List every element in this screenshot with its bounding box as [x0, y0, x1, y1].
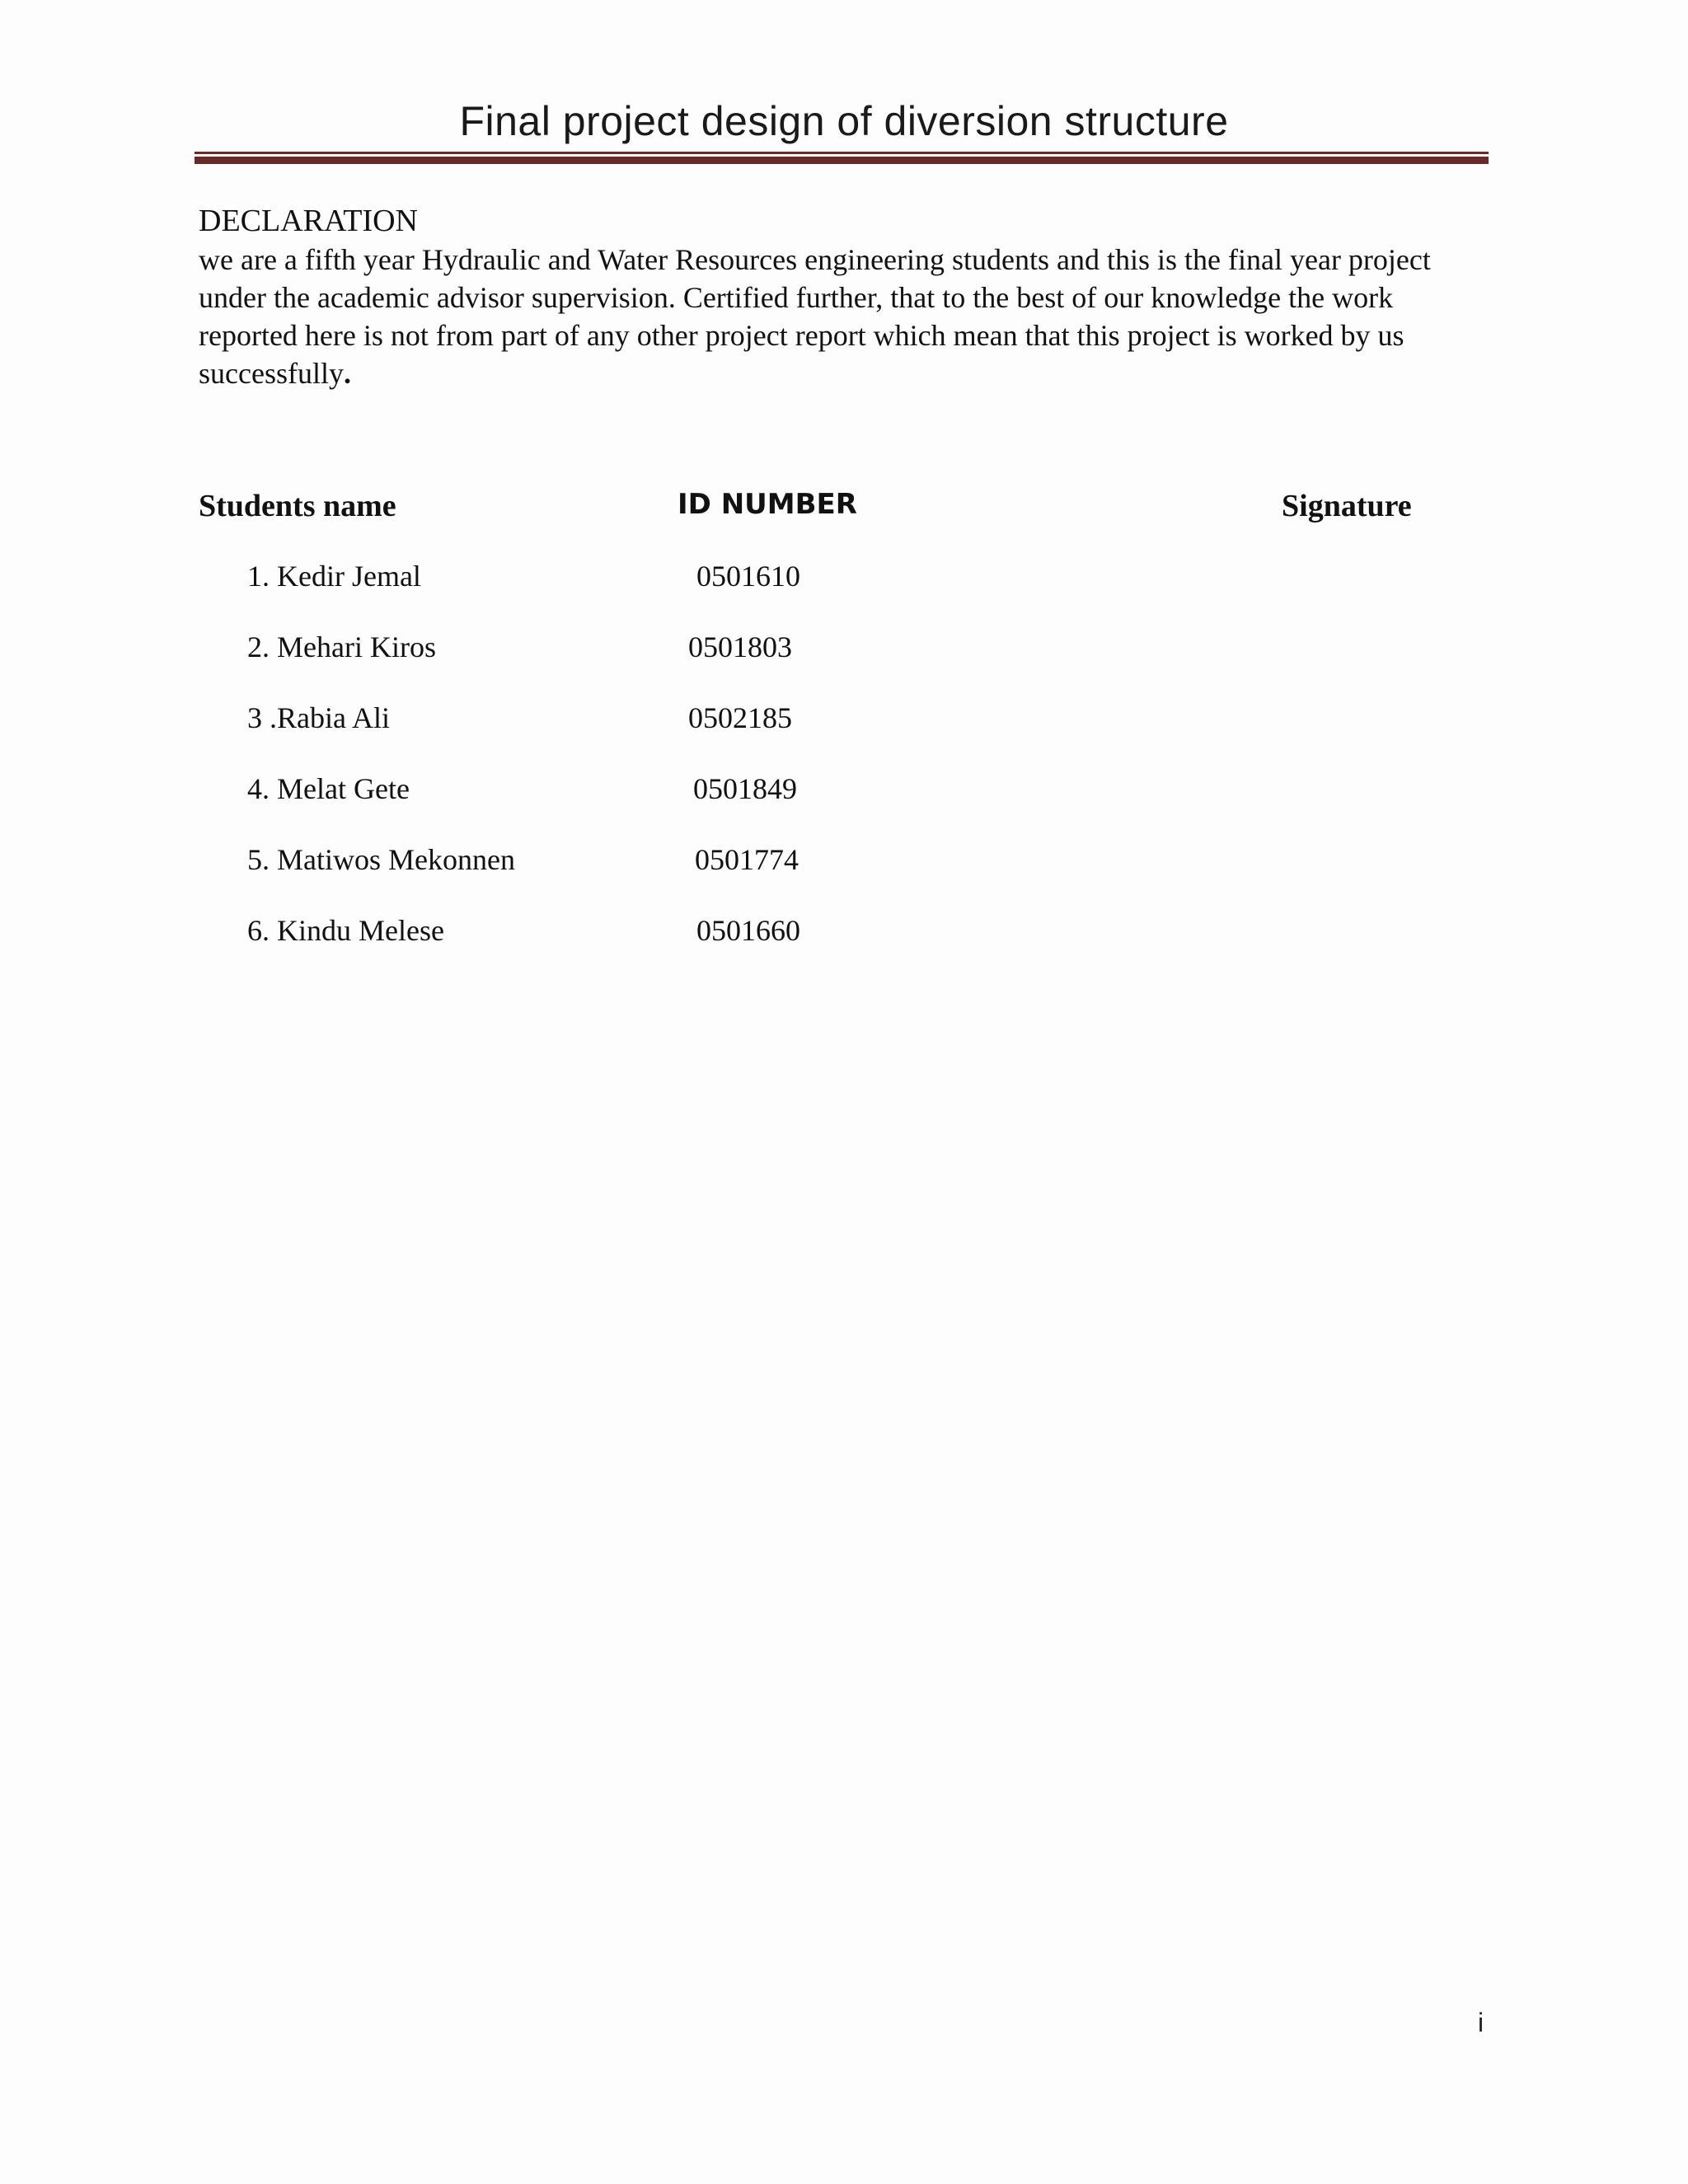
- student-id: 0501610: [696, 560, 800, 593]
- student-name: 1. Kedir Jemal: [247, 560, 421, 593]
- running-header-title: Final project design of diversion structure: [459, 98, 1229, 144]
- student-row: [0, 771, 1688, 821]
- student-id: 0501803: [688, 630, 792, 663]
- student-row: [0, 842, 1688, 892]
- column-header-signature: Signature: [1282, 489, 1412, 523]
- student-name: 4. Melat Gete: [247, 772, 410, 805]
- student-row: [0, 701, 1688, 750]
- declaration-period: .: [343, 357, 351, 390]
- header-rule-thin: [195, 152, 1489, 154]
- student-name: 6. Kindu Melese: [247, 914, 444, 947]
- column-header-students-name: Students name: [199, 489, 396, 523]
- student-row: [0, 559, 1688, 608]
- page-number: i: [1478, 2008, 1484, 2037]
- header-rule-thick: [195, 157, 1489, 164]
- student-id: 0502185: [688, 701, 792, 734]
- declaration-text: we are a fifth year Hydraulic and Water Resources engineering students and this is the final year project under the academic advisor supervision. Certified further, that to the best of our knowledge the work reported here is not from part of any other project report which mean that this project is worked by us successfully: [199, 243, 1431, 390]
- student-id: 0501660: [696, 914, 800, 947]
- student-row: [0, 913, 1688, 963]
- student-id: 0501849: [693, 772, 797, 805]
- declaration-paragraph: [199, 241, 1476, 392]
- student-id: 0501774: [695, 843, 799, 876]
- student-name: 3 .Rabia Ali: [247, 701, 390, 734]
- student-name: 5. Matiwos Mekonnen: [247, 843, 515, 876]
- column-header-id-number: ID NUMBER: [678, 488, 857, 521]
- student-name: 2. Mehari Kiros: [247, 630, 436, 663]
- student-row: [0, 630, 1688, 679]
- declaration-heading: DECLARATION: [199, 204, 418, 238]
